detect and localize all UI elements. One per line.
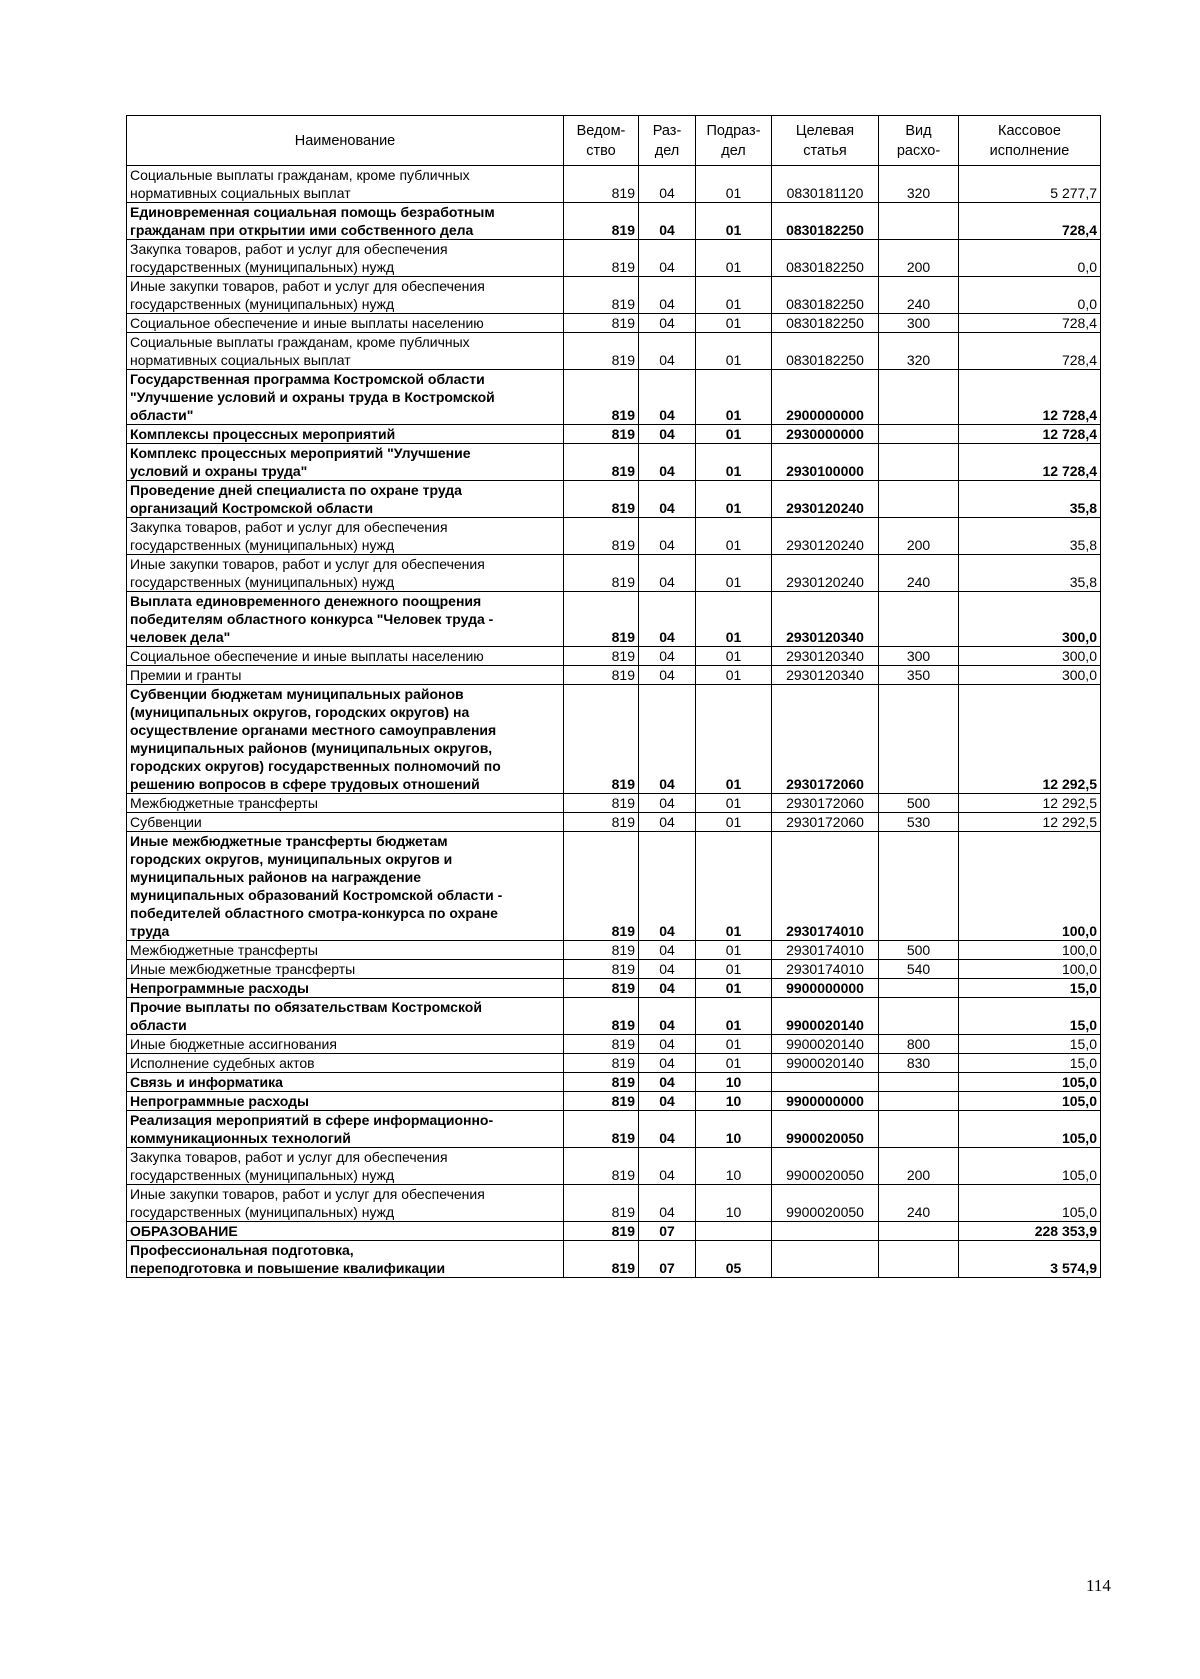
cell-target-article: 9900020050 — [772, 1111, 879, 1148]
table-row — [127, 1111, 1101, 1148]
cell-target-article: 2930120340 — [772, 666, 879, 685]
cell-vedomstvo: 819 — [564, 1092, 639, 1111]
cell-podrazdel: 01 — [696, 166, 772, 203]
cell-expense-type: 240 — [879, 277, 959, 314]
cell-podrazdel: 01 — [696, 794, 772, 813]
table-row — [127, 203, 1101, 240]
table-row — [127, 444, 1101, 481]
cell-razdel: 04 — [639, 1185, 696, 1222]
cell-podrazdel: 01 — [696, 240, 772, 277]
cell-cash-execution: 35,8 — [959, 481, 1101, 518]
header-cash-execution: Кассовое исполнение — [959, 116, 1101, 166]
cell-vedomstvo: 819 — [564, 1222, 639, 1241]
cell-expense-type: 350 — [879, 666, 959, 685]
cell-cash-execution: 228 353,9 — [959, 1222, 1101, 1241]
header-name: Наименование — [127, 116, 564, 166]
cell-expense-type: 540 — [879, 960, 959, 979]
cell-expense-type: 300 — [879, 314, 959, 333]
cell-target-article: 9900020140 — [772, 998, 879, 1035]
cell-vedomstvo: 819 — [564, 444, 639, 481]
cell-target-article: 9900020140 — [772, 1054, 879, 1073]
cell-cash-execution: 12 728,4 — [959, 370, 1101, 425]
cell-vedomstvo: 819 — [564, 960, 639, 979]
cell-target-article: 2930174010 — [772, 941, 879, 960]
table-row — [127, 1222, 1101, 1241]
cell-target-article: 2930120240 — [772, 555, 879, 592]
cell-podrazdel: 01 — [696, 979, 772, 998]
cell-vedomstvo: 819 — [564, 277, 639, 314]
cell-name: Государственная программа Костромской области "Улучшение условий и охраны труда в Костромской области" — [127, 370, 564, 425]
cell-razdel: 04 — [639, 203, 696, 240]
cell-razdel: 04 — [639, 481, 696, 518]
cell-target-article: 0830182250 — [772, 277, 879, 314]
cell-expense-type — [879, 203, 959, 240]
cell-podrazdel: 05 — [696, 1241, 772, 1278]
cell-razdel: 04 — [639, 592, 696, 647]
cell-vedomstvo: 819 — [564, 979, 639, 998]
cell-name: Профессиональная подготовка, переподготовка и повышение квалификации — [127, 1241, 564, 1278]
cell-target-article: 0830182250 — [772, 203, 879, 240]
cell-vedomstvo: 819 — [564, 941, 639, 960]
cell-cash-execution: 12 728,4 — [959, 444, 1101, 481]
cell-vedomstvo: 819 — [564, 481, 639, 518]
cell-target-article: 2930120340 — [772, 592, 879, 647]
table-row — [127, 370, 1101, 425]
header-razdel: Раз- дел — [639, 116, 696, 166]
cell-target-article: 9900020140 — [772, 1035, 879, 1054]
cell-vedomstvo: 819 — [564, 685, 639, 794]
page-number: 114 — [1086, 1576, 1111, 1595]
cell-name: Субвенции бюджетам муниципальных районов (муниципальных округов, городских округов) на осуществление органами местного самоуправления муниципальных районов (муниципальных округов, городских округов) государственных полномочий по решению вопросов в сфере трудовых отношений — [127, 685, 564, 794]
cell-razdel: 04 — [639, 444, 696, 481]
cell-target-article: 2930120240 — [772, 518, 879, 555]
cell-podrazdel: 01 — [696, 685, 772, 794]
cell-name: Иные закупки товаров, работ и услуг для обеспечения государственных (муниципальных) нужд — [127, 555, 564, 592]
cell-name: Субвенции — [127, 813, 564, 832]
cell-name: Социальное обеспечение и иные выплаты населению — [127, 647, 564, 666]
budget-execution-table — [126, 115, 1101, 1278]
table-row — [127, 518, 1101, 555]
cell-cash-execution: 300,0 — [959, 666, 1101, 685]
header-vedomstvo: Ведом- ство — [564, 116, 639, 166]
cell-vedomstvo: 819 — [564, 1111, 639, 1148]
cell-name: Иные межбюджетные трансферты бюджетам городских округов, муниципальных округов и муниципальных районов на награждение муниципальных образований Костромской области - победителей областного смотра-конкурса по охране труда — [127, 832, 564, 941]
cell-target-article: 2930120240 — [772, 481, 879, 518]
cell-cash-execution: 12 728,4 — [959, 425, 1101, 444]
table-row — [127, 166, 1101, 203]
cell-name: Комплексы процессных мероприятий — [127, 425, 564, 444]
cell-target-article: 2900000000 — [772, 370, 879, 425]
cell-razdel: 04 — [639, 314, 696, 333]
cell-vedomstvo: 819 — [564, 203, 639, 240]
cell-expense-type — [879, 685, 959, 794]
cell-expense-type: 200 — [879, 240, 959, 277]
cell-cash-execution: 728,4 — [959, 314, 1101, 333]
cell-cash-execution: 300,0 — [959, 647, 1101, 666]
cell-podrazdel: 01 — [696, 444, 772, 481]
cell-podrazdel: 01 — [696, 832, 772, 941]
cell-razdel: 04 — [639, 685, 696, 794]
cell-expense-type — [879, 592, 959, 647]
cell-name: Проведение дней специалиста по охране труда организаций Костромской области — [127, 481, 564, 518]
cell-razdel: 04 — [639, 832, 696, 941]
cell-name: Связь и информатика — [127, 1073, 564, 1092]
cell-name: Премии и гранты — [127, 666, 564, 685]
cell-cash-execution: 15,0 — [959, 979, 1101, 998]
cell-vedomstvo: 819 — [564, 1054, 639, 1073]
cell-razdel: 04 — [639, 813, 696, 832]
header-target-article: Целевая статья — [772, 116, 879, 166]
table-row — [127, 425, 1101, 444]
cell-cash-execution: 15,0 — [959, 1054, 1101, 1073]
cell-expense-type — [879, 1073, 959, 1092]
cell-target-article: 0830181120 — [772, 166, 879, 203]
cell-expense-type: 240 — [879, 1185, 959, 1222]
cell-podrazdel: 01 — [696, 592, 772, 647]
cell-cash-execution: 100,0 — [959, 832, 1101, 941]
cell-vedomstvo: 819 — [564, 166, 639, 203]
cell-name: Исполнение судебных актов — [127, 1054, 564, 1073]
cell-target-article: 2930100000 — [772, 444, 879, 481]
cell-podrazdel: 01 — [696, 813, 772, 832]
cell-name: Межбюджетные трансферты — [127, 941, 564, 960]
header-expense-type: Вид расхо- — [879, 116, 959, 166]
cell-cash-execution: 728,4 — [959, 203, 1101, 240]
cell-podrazdel: 01 — [696, 941, 772, 960]
cell-podrazdel: 01 — [696, 370, 772, 425]
cell-target-article: 9900020050 — [772, 1148, 879, 1185]
table-row — [127, 333, 1101, 370]
table-header-row — [127, 116, 1101, 166]
cell-name: Закупка товаров, работ и услуг для обеспечения государственных (муниципальных) нужд — [127, 240, 564, 277]
cell-razdel: 04 — [639, 647, 696, 666]
cell-name: Иные закупки товаров, работ и услуг для обеспечения государственных (муниципальных) нужд — [127, 1185, 564, 1222]
cell-cash-execution: 105,0 — [959, 1092, 1101, 1111]
cell-name: Реализация мероприятий в сфере информационно- коммуникационных технологий — [127, 1111, 564, 1148]
cell-cash-execution: 100,0 — [959, 960, 1101, 979]
cell-podrazdel — [696, 1222, 772, 1241]
cell-target-article: 2930172060 — [772, 794, 879, 813]
cell-razdel: 04 — [639, 1092, 696, 1111]
cell-razdel: 07 — [639, 1222, 696, 1241]
cell-name: Иные закупки товаров, работ и услуг для обеспечения государственных (муниципальных) нужд — [127, 277, 564, 314]
cell-expense-type — [879, 1111, 959, 1148]
cell-name: Социальные выплаты гражданам, кроме публичных нормативных социальных выплат — [127, 333, 564, 370]
cell-cash-execution: 300,0 — [959, 592, 1101, 647]
cell-expense-type — [879, 1092, 959, 1111]
cell-name: Межбюджетные трансферты — [127, 794, 564, 813]
cell-target-article: 0830182250 — [772, 240, 879, 277]
cell-cash-execution: 105,0 — [959, 1111, 1101, 1148]
table-row — [127, 960, 1101, 979]
cell-podrazdel: 01 — [696, 481, 772, 518]
cell-podrazdel: 01 — [696, 647, 772, 666]
cell-expense-type: 300 — [879, 647, 959, 666]
cell-expense-type — [879, 832, 959, 941]
cell-expense-type: 240 — [879, 555, 959, 592]
table-row — [127, 314, 1101, 333]
cell-expense-type — [879, 998, 959, 1035]
table-row — [127, 1054, 1101, 1073]
cell-razdel: 04 — [639, 1073, 696, 1092]
cell-name: Комплекс процессных мероприятий "Улучшение условий и охраны труда" — [127, 444, 564, 481]
table-row — [127, 555, 1101, 592]
cell-target-article: 2930174010 — [772, 960, 879, 979]
cell-expense-type: 500 — [879, 794, 959, 813]
cell-cash-execution: 105,0 — [959, 1073, 1101, 1092]
cell-vedomstvo: 819 — [564, 666, 639, 685]
cell-expense-type — [879, 1222, 959, 1241]
cell-target-article: 0830182250 — [772, 333, 879, 370]
cell-cash-execution: 12 292,5 — [959, 794, 1101, 813]
cell-expense-type: 530 — [879, 813, 959, 832]
cell-name: Выплата единовременного денежного поощрения победителям областного конкурса "Человек труда - человек дела" — [127, 592, 564, 647]
cell-vedomstvo: 819 — [564, 647, 639, 666]
cell-podrazdel: 01 — [696, 333, 772, 370]
cell-vedomstvo: 819 — [564, 592, 639, 647]
cell-vedomstvo: 819 — [564, 813, 639, 832]
cell-podrazdel: 10 — [696, 1185, 772, 1222]
cell-vedomstvo: 819 — [564, 832, 639, 941]
cell-podrazdel: 10 — [696, 1148, 772, 1185]
cell-name: Прочие выплаты по обязательствам Костромской области — [127, 998, 564, 1035]
cell-vedomstvo: 819 — [564, 240, 639, 277]
cell-vedomstvo: 819 — [564, 370, 639, 425]
table-row — [127, 592, 1101, 647]
cell-target-article: 2930172060 — [772, 685, 879, 794]
cell-expense-type — [879, 481, 959, 518]
cell-expense-type: 200 — [879, 518, 959, 555]
cell-cash-execution: 3 574,9 — [959, 1241, 1101, 1278]
table-row — [127, 979, 1101, 998]
cell-name: ОБРАЗОВАНИЕ — [127, 1222, 564, 1241]
cell-target-article — [772, 1222, 879, 1241]
cell-target-article: 2930120340 — [772, 647, 879, 666]
cell-podrazdel: 01 — [696, 518, 772, 555]
cell-podrazdel: 10 — [696, 1073, 772, 1092]
table-row — [127, 1092, 1101, 1111]
table-row — [127, 1073, 1101, 1092]
table-row — [127, 666, 1101, 685]
cell-razdel: 04 — [639, 370, 696, 425]
cell-razdel: 04 — [639, 1035, 696, 1054]
cell-podrazdel: 01 — [696, 555, 772, 592]
cell-podrazdel: 10 — [696, 1111, 772, 1148]
cell-name: Социальные выплаты гражданам, кроме публичных нормативных социальных выплат — [127, 166, 564, 203]
cell-name: Единовременная социальная помощь безработным гражданам при открытии ими собственного дела — [127, 203, 564, 240]
table-row — [127, 1148, 1101, 1185]
cell-name: Иные межбюджетные трансферты — [127, 960, 564, 979]
cell-razdel: 04 — [639, 333, 696, 370]
cell-target-article: 2930000000 — [772, 425, 879, 444]
table-row — [127, 1241, 1101, 1278]
cell-razdel: 04 — [639, 960, 696, 979]
cell-podrazdel: 01 — [696, 1035, 772, 1054]
cell-vedomstvo: 819 — [564, 794, 639, 813]
cell-podrazdel: 01 — [696, 666, 772, 685]
cell-expense-type: 200 — [879, 1148, 959, 1185]
cell-cash-execution: 100,0 — [959, 941, 1101, 960]
cell-name: Закупка товаров, работ и услуг для обеспечения государственных (муниципальных) нужд — [127, 518, 564, 555]
cell-razdel: 04 — [639, 998, 696, 1035]
table-row — [127, 998, 1101, 1035]
cell-target-article: 9900000000 — [772, 1092, 879, 1111]
cell-podrazdel: 01 — [696, 277, 772, 314]
cell-target-article: 9900020050 — [772, 1185, 879, 1222]
cell-razdel: 04 — [639, 240, 696, 277]
cell-podrazdel: 01 — [696, 203, 772, 240]
table-row — [127, 832, 1101, 941]
cell-cash-execution: 15,0 — [959, 1035, 1101, 1054]
cell-razdel: 04 — [639, 425, 696, 444]
cell-podrazdel: 01 — [696, 998, 772, 1035]
table-row — [127, 240, 1101, 277]
cell-expense-type: 320 — [879, 166, 959, 203]
cell-razdel: 04 — [639, 555, 696, 592]
cell-expense-type: 320 — [879, 333, 959, 370]
cell-expense-type — [879, 444, 959, 481]
cell-razdel: 04 — [639, 941, 696, 960]
cell-vedomstvo: 819 — [564, 1241, 639, 1278]
cell-vedomstvo: 819 — [564, 998, 639, 1035]
cell-name: Закупка товаров, работ и услуг для обеспечения государственных (муниципальных) нужд — [127, 1148, 564, 1185]
cell-target-article: 0830182250 — [772, 314, 879, 333]
cell-expense-type: 800 — [879, 1035, 959, 1054]
table-row — [127, 1185, 1101, 1222]
cell-podrazdel: 01 — [696, 314, 772, 333]
cell-razdel: 04 — [639, 277, 696, 314]
table-row — [127, 481, 1101, 518]
cell-cash-execution: 0,0 — [959, 240, 1101, 277]
cell-razdel: 04 — [639, 666, 696, 685]
cell-vedomstvo: 819 — [564, 1148, 639, 1185]
cell-target-article: 9900000000 — [772, 979, 879, 998]
cell-expense-type: 500 — [879, 941, 959, 960]
cell-cash-execution: 728,4 — [959, 333, 1101, 370]
cell-target-article: 2930174010 — [772, 832, 879, 941]
cell-razdel: 04 — [639, 1054, 696, 1073]
cell-vedomstvo: 819 — [564, 333, 639, 370]
cell-expense-type — [879, 1241, 959, 1278]
cell-name: Непрограммные расходы — [127, 979, 564, 998]
cell-target-article: 2930172060 — [772, 813, 879, 832]
cell-target-article — [772, 1241, 879, 1278]
cell-vedomstvo: 819 — [564, 314, 639, 333]
cell-cash-execution: 15,0 — [959, 998, 1101, 1035]
cell-vedomstvo: 819 — [564, 518, 639, 555]
cell-name: Социальное обеспечение и иные выплаты населению — [127, 314, 564, 333]
cell-vedomstvo: 819 — [564, 555, 639, 592]
cell-expense-type — [879, 370, 959, 425]
cell-podrazdel: 01 — [696, 960, 772, 979]
cell-expense-type: 830 — [879, 1054, 959, 1073]
cell-vedomstvo: 819 — [564, 1073, 639, 1092]
table-row — [127, 685, 1101, 794]
table-row — [127, 941, 1101, 960]
cell-podrazdel: 01 — [696, 1054, 772, 1073]
cell-cash-execution: 35,8 — [959, 518, 1101, 555]
cell-razdel: 07 — [639, 1241, 696, 1278]
cell-cash-execution: 35,8 — [959, 555, 1101, 592]
cell-vedomstvo: 819 — [564, 425, 639, 444]
cell-razdel: 04 — [639, 1148, 696, 1185]
cell-razdel: 04 — [639, 1111, 696, 1148]
table-row — [127, 794, 1101, 813]
cell-expense-type — [879, 425, 959, 444]
cell-razdel: 04 — [639, 518, 696, 555]
cell-razdel: 04 — [639, 979, 696, 998]
cell-razdel: 04 — [639, 166, 696, 203]
table-row — [127, 1035, 1101, 1054]
cell-cash-execution: 12 292,5 — [959, 685, 1101, 794]
table-row — [127, 813, 1101, 832]
cell-name: Непрограммные расходы — [127, 1092, 564, 1111]
cell-target-article — [772, 1073, 879, 1092]
cell-expense-type — [879, 979, 959, 998]
cell-cash-execution: 105,0 — [959, 1185, 1101, 1222]
cell-podrazdel: 10 — [696, 1092, 772, 1111]
cell-cash-execution: 5 277,7 — [959, 166, 1101, 203]
cell-name: Иные бюджетные ассигнования — [127, 1035, 564, 1054]
table-row — [127, 277, 1101, 314]
cell-podrazdel: 01 — [696, 425, 772, 444]
cell-cash-execution: 105,0 — [959, 1148, 1101, 1185]
cell-cash-execution: 12 292,5 — [959, 813, 1101, 832]
cell-vedomstvo: 819 — [564, 1185, 639, 1222]
header-podrazdel: Подраз- дел — [696, 116, 772, 166]
table-row — [127, 647, 1101, 666]
cell-vedomstvo: 819 — [564, 1035, 639, 1054]
cell-cash-execution: 0,0 — [959, 277, 1101, 314]
cell-razdel: 04 — [639, 794, 696, 813]
